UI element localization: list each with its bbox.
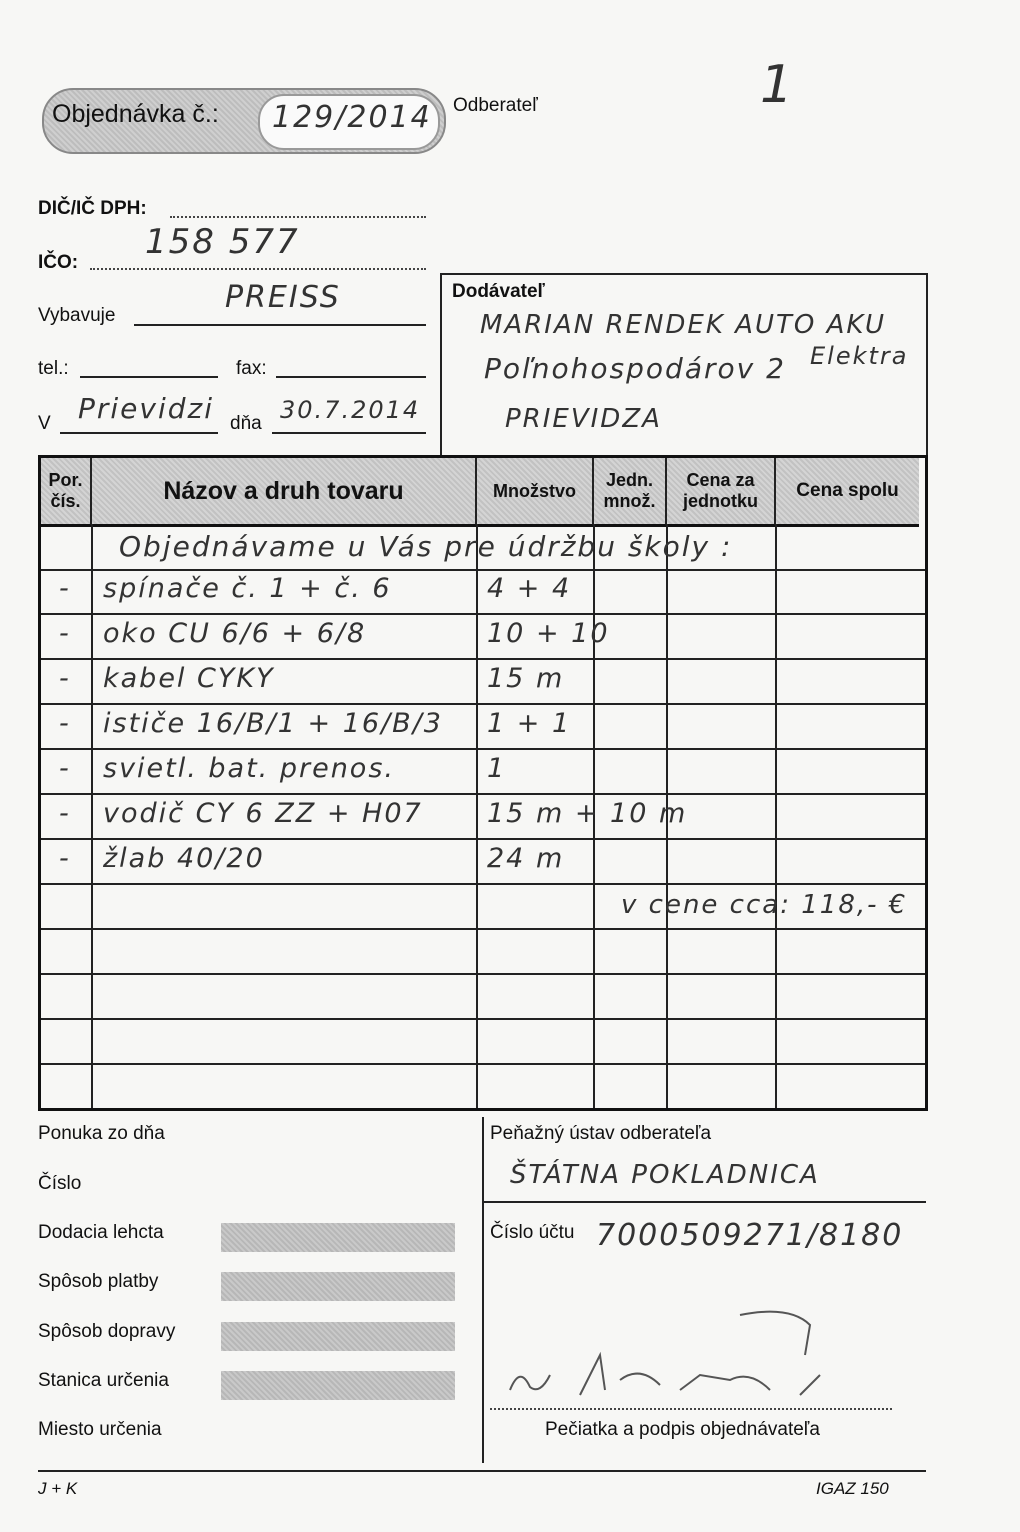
intro-line: Objednávame u Vás pre údržbu školy : — [119, 530, 733, 563]
doprava-label: Spôsob dopravy — [38, 1321, 176, 1342]
row-divider — [41, 973, 925, 975]
row-divider — [41, 928, 925, 930]
stanica-label: Stanica určenia — [38, 1370, 169, 1391]
row-divider — [41, 1063, 925, 1065]
col-divider — [91, 524, 93, 1108]
bottom-rule — [38, 1470, 926, 1472]
row-name: oko CU 6/6 + 6/8 — [103, 618, 367, 649]
platba-field — [221, 1272, 455, 1301]
tel-field — [80, 358, 218, 378]
dodacia-field — [221, 1223, 455, 1252]
left-code: J + K — [38, 1479, 78, 1498]
row-divider — [41, 838, 925, 840]
account-label: Číslo účtu — [490, 1222, 575, 1243]
place-value: Prievidzi — [78, 392, 215, 425]
tel-label: tel.: — [38, 358, 69, 379]
row-divider — [41, 613, 925, 615]
items-table — [38, 455, 928, 1111]
header-name: Názov a druh tovaru — [92, 458, 477, 527]
row-por: - — [59, 573, 71, 604]
row-divider — [41, 793, 925, 795]
row-por: - — [59, 798, 71, 829]
header-price: Cena za jednotku — [667, 458, 776, 527]
fax-field — [276, 358, 426, 378]
row-divider — [41, 703, 925, 705]
supplier-city: PRIEVIDZA — [505, 404, 662, 434]
account-value: 7000509271/8180 — [596, 1218, 904, 1253]
header-unit: Jedn. množ. — [594, 458, 667, 527]
vybavuje-value: PREISS — [225, 280, 341, 315]
stanica-field — [221, 1371, 455, 1400]
row-por: - — [59, 708, 71, 739]
row-qty: 4 + 4 — [487, 573, 572, 604]
vybavuje-label: Vybavuje — [38, 305, 116, 326]
supplier-label: Dodávateľ — [452, 281, 545, 302]
row-divider — [41, 883, 925, 885]
row-por: - — [59, 663, 71, 694]
row-name: kabel CYKY — [103, 663, 275, 694]
row-qty: 15 m — [487, 663, 565, 694]
dic-label: DIČ/IČ DPH: — [38, 198, 147, 219]
order-label: Objednávka č.: — [52, 100, 219, 128]
row-name: vodič CY 6 ZZ + H07 — [103, 798, 423, 829]
ico-label: IČO: — [38, 252, 79, 273]
col-divider — [775, 524, 777, 1108]
supplier-street: Poľnohospodárov 2 — [484, 352, 786, 385]
row-por: - — [59, 843, 71, 874]
row-qty: 15 m + 10 m — [487, 798, 688, 829]
stamp-line — [490, 1404, 892, 1410]
place-prefix: V — [38, 413, 51, 434]
row-por: - — [59, 753, 71, 784]
row-qty: 1 + 1 — [487, 708, 572, 739]
miesto-label: Miesto určenia — [38, 1419, 162, 1440]
date-value: 30.7.2014 — [280, 396, 421, 424]
stamp-label: Pečiatka a podpis objednávateľa — [545, 1419, 820, 1440]
row-divider — [41, 748, 925, 750]
dodacia-label: Dodacia lehcta — [38, 1222, 164, 1243]
row-por: - — [59, 618, 71, 649]
header-qty: Množstvo — [477, 458, 594, 527]
bank-rule — [484, 1201, 926, 1203]
row-name: spínače č. 1 + č. 6 — [103, 573, 392, 604]
row-name: ističe 16/B/1 + 16/B/3 — [103, 708, 443, 739]
supplier-name: MARIAN RENDEK AUTO AKU — [480, 310, 886, 340]
platba-label: Spôsob platby — [38, 1271, 159, 1292]
row-divider — [41, 1018, 925, 1020]
row-qty: 24 m — [487, 843, 565, 874]
header-por: Por. čís. — [41, 458, 92, 527]
date-label: dňa — [230, 413, 262, 434]
total-note: v cene cca: 118,- € — [621, 890, 908, 920]
row-name: svietl. bat. prenos. — [103, 753, 395, 784]
ponuka-label: Ponuka zo dňa — [38, 1123, 165, 1144]
buyer-label: Odberateľ — [453, 95, 538, 116]
row-divider — [41, 658, 925, 660]
col-divider — [476, 524, 478, 1108]
right-code: IGAZ 150 — [816, 1479, 889, 1498]
header-total: Cena spolu — [776, 458, 919, 527]
row-divider — [41, 569, 925, 571]
row-qty: 1 — [487, 753, 507, 784]
footer-divider — [482, 1117, 484, 1463]
signature — [500, 1295, 860, 1415]
bank-value: ŠTÁTNA POKLADNICA — [510, 1160, 820, 1190]
order-number-value: 129/2014 — [272, 100, 432, 135]
supplier-brand: Elektra — [810, 342, 909, 370]
ico-value: 158 577 — [145, 222, 300, 262]
fax-label: fax: — [236, 358, 267, 379]
corner-mark: 1 — [760, 55, 796, 115]
cislo-label: Číslo — [38, 1173, 82, 1194]
doprava-field — [221, 1322, 455, 1351]
row-qty: 10 + 10 — [487, 618, 610, 649]
row-name: žlab 40/20 — [103, 843, 265, 874]
dic-field — [170, 200, 426, 218]
bank-label: Peňažný ústav odberateľa — [490, 1123, 712, 1144]
